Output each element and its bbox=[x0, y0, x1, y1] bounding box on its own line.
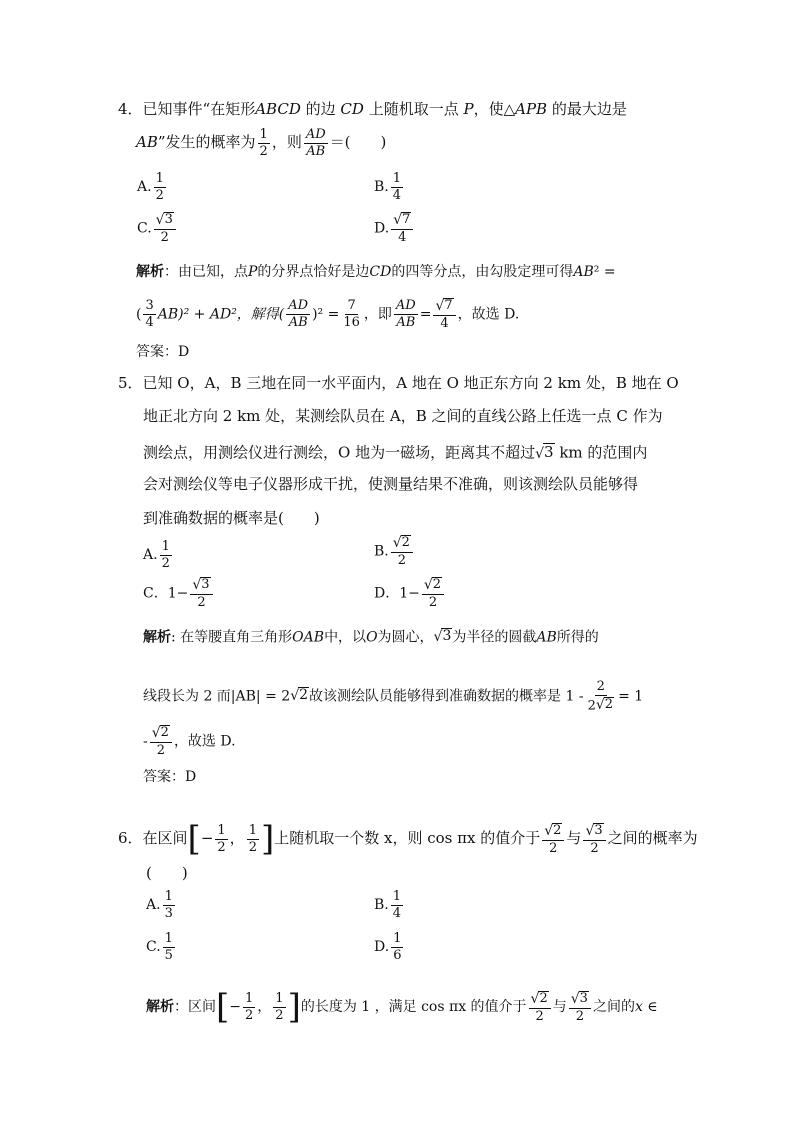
sqrt: √ 3 bbox=[192, 577, 210, 594]
sqrt: √ 3 bbox=[570, 990, 588, 1008]
q4-analysis-line2: ( $\frac{3}{4}$ AB)² + AD²，解得( $\frac{AD}{AB}$ )² = $\frac{7}{16}$ ，即 $\frac{AD}{AB}$ = √ 7 4 ，故选 D. bbox=[136, 298, 520, 331]
q4-option-b: B. $\frac{1}{4}$ bbox=[374, 171, 402, 203]
fraction: $\frac{AD}{AB}$ bbox=[305, 127, 326, 159]
q5-option-d: D．1− √ 2 2 bbox=[374, 577, 446, 610]
q6-option-c: C. $\frac{1}{5}$ bbox=[146, 931, 173, 963]
q4-analysis-line1: 解析：由已知，点P的分界点恰好是边CD的四等分点，由勾股定理可得AB² = bbox=[136, 264, 616, 280]
q6-option-b: B. $\frac{1}{4}$ bbox=[374, 889, 402, 921]
sqrt: √ 2 bbox=[530, 990, 548, 1008]
sqrt: √ 2 bbox=[290, 686, 309, 705]
sqrt: √ 7 bbox=[393, 212, 411, 229]
q5-answer: 答案：D bbox=[143, 769, 197, 785]
sqrt: √ 7 bbox=[435, 298, 453, 315]
sqrt: √ 2 bbox=[392, 535, 410, 552]
q5-analysis-line2: 线段长为 2 而|AB| = 2 √ 2 故该测绘队员能够得到准确数据的概率是 1 - 2 2 √ 2 = 1 bbox=[143, 679, 644, 713]
q6-line1: 6．在区间[− $\frac{1}{2}$ ， $\frac{1}{2}$ ]上随机取一个数 x，则 cos πx 的值介于 √ 2 2 与 √ 3 2 之间的概率为 bbox=[118, 819, 698, 859]
q5-line4: 会对测绘仪等电子仪器形成干扰，使测量结果不准确，则该测绘队员能够得 bbox=[143, 475, 639, 493]
q5-analysis-line3: - √ 2 2 ，故选 D. bbox=[143, 725, 236, 758]
q4-option-c: C. √ 3 2 bbox=[137, 212, 178, 245]
sqrt: √ 2 bbox=[423, 577, 442, 594]
q4-answer: 答案：D bbox=[136, 344, 190, 360]
q5-line3: 测绘点，用测绘仪进行测绘，O 地为一磁场，距离其不超过 √ 3 km 的范围内 bbox=[143, 443, 648, 462]
fraction: $\frac{1}{2}$ bbox=[259, 127, 268, 159]
q5-line2: 地正北方向 2 km 处，某测绘队员在 A，B 之间的直线公路上任选一点 C 作为 bbox=[143, 407, 663, 425]
sqrt: √ 3 bbox=[535, 443, 554, 462]
q4-line1: 4．已知事件“在矩形ABCD 的边 CD 上随机取一点 P，使△APB 的最大边是 bbox=[118, 100, 627, 118]
q4-line2: AB”发生的概率为 $\frac{1}{2}$ ，则 $\frac{AD}{AB}$ ＝( ) bbox=[136, 127, 387, 159]
q4-option-d: D. √ 7 4 bbox=[374, 212, 415, 245]
q6-line2: ( ) bbox=[146, 864, 188, 882]
q5-analysis-line1: 解析: 在等腰直角三角形OAB中，以O为圆心， √ 3 为半径的圆截AB所得的 bbox=[143, 628, 599, 646]
sqrt: √ 2 bbox=[544, 822, 562, 840]
sqrt: √ 2 bbox=[595, 696, 614, 713]
q5-line1: 5．已知 O，A，B 三地在同一水平面内，A 地在 O 地正东方向 2 km 处，B 地在 O bbox=[118, 374, 679, 392]
sqrt: √ 3 bbox=[433, 628, 452, 646]
sqrt: √ 2 bbox=[151, 725, 169, 742]
q6-option-d: D. $\frac{1}{6}$ bbox=[374, 931, 402, 963]
q5-option-c: C．1− √ 3 2 bbox=[143, 577, 215, 610]
q4-option-a: A. $\frac{1}{2}$ bbox=[137, 171, 164, 203]
q6-option-a: A. $\frac{1}{3}$ bbox=[146, 889, 173, 921]
q5-option-a: A. $\frac{1}{2}$ bbox=[143, 539, 170, 571]
q5-line5: 到准确数据的概率是( ) bbox=[143, 509, 320, 527]
q6-analysis-line1: 解析：区间[− $\frac{1}{2}$ ， $\frac{1}{2}$ ]的长度为 1 ，满足 cos πx 的值介于 √ 2 2 与 √ 3 2 之间的x ∈ bbox=[146, 987, 658, 1027]
sqrt: √ 3 bbox=[155, 212, 173, 229]
q5-option-b: B. √ 2 2 bbox=[374, 535, 415, 568]
sqrt: √ 3 bbox=[585, 822, 603, 840]
